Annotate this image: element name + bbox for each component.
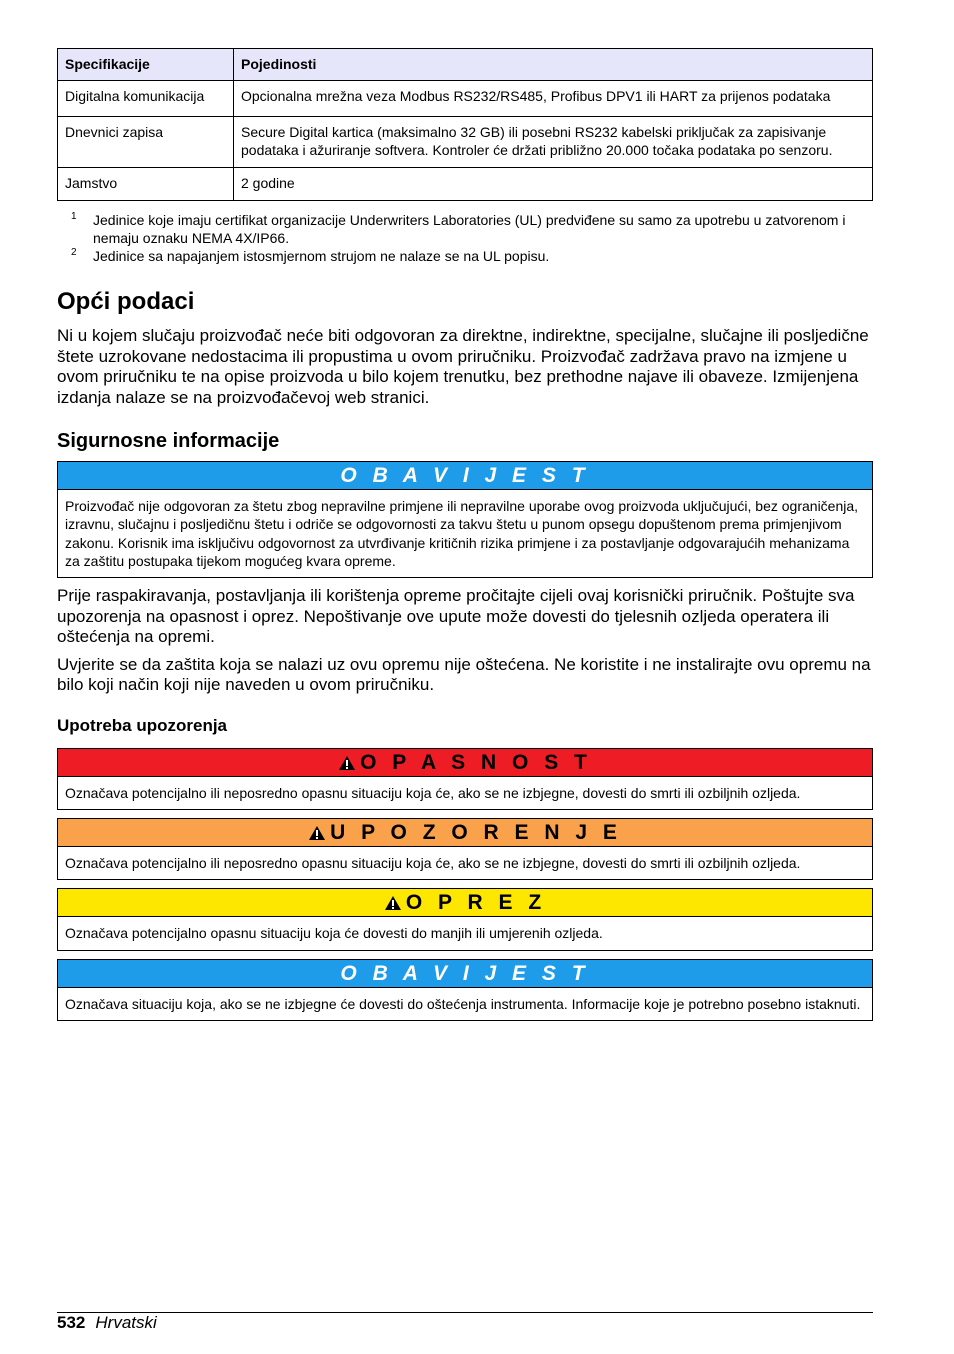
footnotes	[57, 211, 873, 265]
warning-box	[57, 818, 873, 880]
warning-text: Označava potencijalno ili neposredno opasnu situaciju koja će, ako se ne izbjegne, dovesti do smrti ili ozbiljnih ozljeda.	[65, 854, 801, 871]
footnote-number: 2	[71, 247, 77, 258]
notice-usage-box	[57, 959, 873, 1021]
footnote-text: Jedinice koje imaju certifikat organizacije Underwriters Laboratories (UL) predviđene su samo za upotrebu u zatvorenom i nemaju oznaku NEMA 4X/IP66.	[93, 212, 846, 246]
notice-usage-label: O B A V I J E S T	[340, 961, 590, 985]
table-row	[58, 168, 873, 201]
caution-text: Označava potencijalno opasnu situaciju koja će dovesti do manjih ili umjerenih ozljeda.	[65, 925, 603, 942]
safety-paragraph-1: Prije raspakiravanja, postavljanja ili korištenja opreme pročitajte cijeli ovaj korisnički priručnik. Poštujte sva upozorenja na opasnost i oprez. Nepoštivanje ove upute može dovesti do tjelesnih ozljeda operatera ili oštećenja na opremi.	[57, 586, 855, 647]
footnote	[57, 211, 873, 247]
notice-usage-header	[58, 960, 872, 988]
notice-label: O B A V I J E S T	[340, 464, 590, 487]
danger-label: O P A S N O S T	[360, 750, 592, 774]
warning-triangle-icon	[384, 895, 402, 911]
warning-header	[58, 819, 872, 847]
notice-usage-text: Označava situaciju koja, ako se ne izbjegne će dovesti do oštećenja instrumenta. Informacije koje je potrebno posebno istaknuti.	[65, 995, 861, 1012]
detail-cell: 2 godine	[234, 168, 873, 201]
caution-header	[58, 889, 872, 917]
spec-cell: Dnevnici zapisa	[58, 117, 234, 168]
column-header-specifications: Specifikacije	[58, 49, 234, 81]
footer-language: Hrvatski	[95, 1313, 157, 1332]
spec-cell: Digitalna komunikacija	[58, 81, 234, 117]
page-footer	[57, 1312, 873, 1333]
page-number: 532	[57, 1313, 86, 1332]
general-info-paragraph: Ni u kojem slučaju proizvođač neće biti odgovoran za direktne, indirektne, specijalne, slučajne ili posljedične štete uzrokovane nedostacima ili propustima u ovom priručniku. Proizvođač zadržava pravo na izmjene u ovom priručniku te na opise proizvoda u bilo kojem trenutku, bez prethodne najave ili obaveze. Izmijenjena izdanja nalaze se na proizvođačevoj web stranici.	[57, 326, 869, 407]
caution-box	[57, 888, 873, 950]
specifications-table	[57, 48, 873, 201]
safety-paragraph-2: Uvjerite se da zaštita koja se nalazi uz ovu opremu nije oštećena. Ne koristite i ne instalirajte ovu opremu na bilo koji način koji nije naveden u ovom priručniku.	[57, 654, 871, 695]
table-header-row	[58, 49, 873, 81]
danger-header	[58, 749, 872, 777]
caution-label: O P R E Z	[405, 891, 547, 915]
column-header-details: Pojedinosti	[234, 49, 873, 81]
table-row	[58, 117, 873, 168]
notice-header	[58, 462, 872, 490]
table-row	[58, 81, 873, 117]
notice-text: Proizvođač nije odgovoran za štetu zbog nepravilne primjene ili nepravilne uporabe ovog proizvoda uključujući, bez ograničenja, izravnu, slučajnu i posljedičnu štetu i odriče se odgovornosti za takvu štetu u punom opsegu dopuštenom prema primjenjivom zakonu. Korisnik ima isključivu odgovornost za utvrđivanje kritičnih rizika primjene i za postavljanje odgovarajućih mehanizama za zaštitu postupaka tijekom mogućeg kvara opreme.	[65, 498, 859, 569]
detail-cell: Secure Digital kartica (maksimalno 32 GB) ili posebni RS232 kabelski priključak za zapisivanje podataka i ažuriranje softvera. Kontroler će držati približno 20.000 točaka podataka po senzoru.	[234, 117, 873, 168]
warning-label: U P O Z O R E N J E	[330, 820, 622, 844]
detail-cell: Opcionalna mrežna veza Modbus RS232/RS485, Profibus DPV1 ili HART za prijenos podataka	[234, 81, 873, 117]
warning-triangle-icon	[308, 825, 326, 841]
warning-triangle-icon	[338, 755, 356, 771]
notice-box	[57, 461, 873, 578]
footnote-text: Jedinice sa napajanjem istosmjernom strujom ne nalaze se na UL popisu.	[93, 248, 550, 264]
footnote-number: 1	[71, 211, 77, 222]
danger-text: Označava potencijalno ili neposredno opasnu situaciju koja će, ako se ne izbjegne, dovesti do smrti ili ozbiljnih ozljeda.	[65, 784, 801, 801]
page-content	[57, 48, 873, 1021]
spec-cell: Jamstvo	[58, 168, 234, 201]
warning-usage-heading: Upotreba upozorenja	[57, 715, 228, 735]
danger-box	[57, 748, 873, 810]
general-info-heading: Opći podaci	[57, 288, 195, 315]
safety-info-heading: Sigurnosne informacije	[57, 430, 280, 452]
footnote	[57, 247, 873, 265]
